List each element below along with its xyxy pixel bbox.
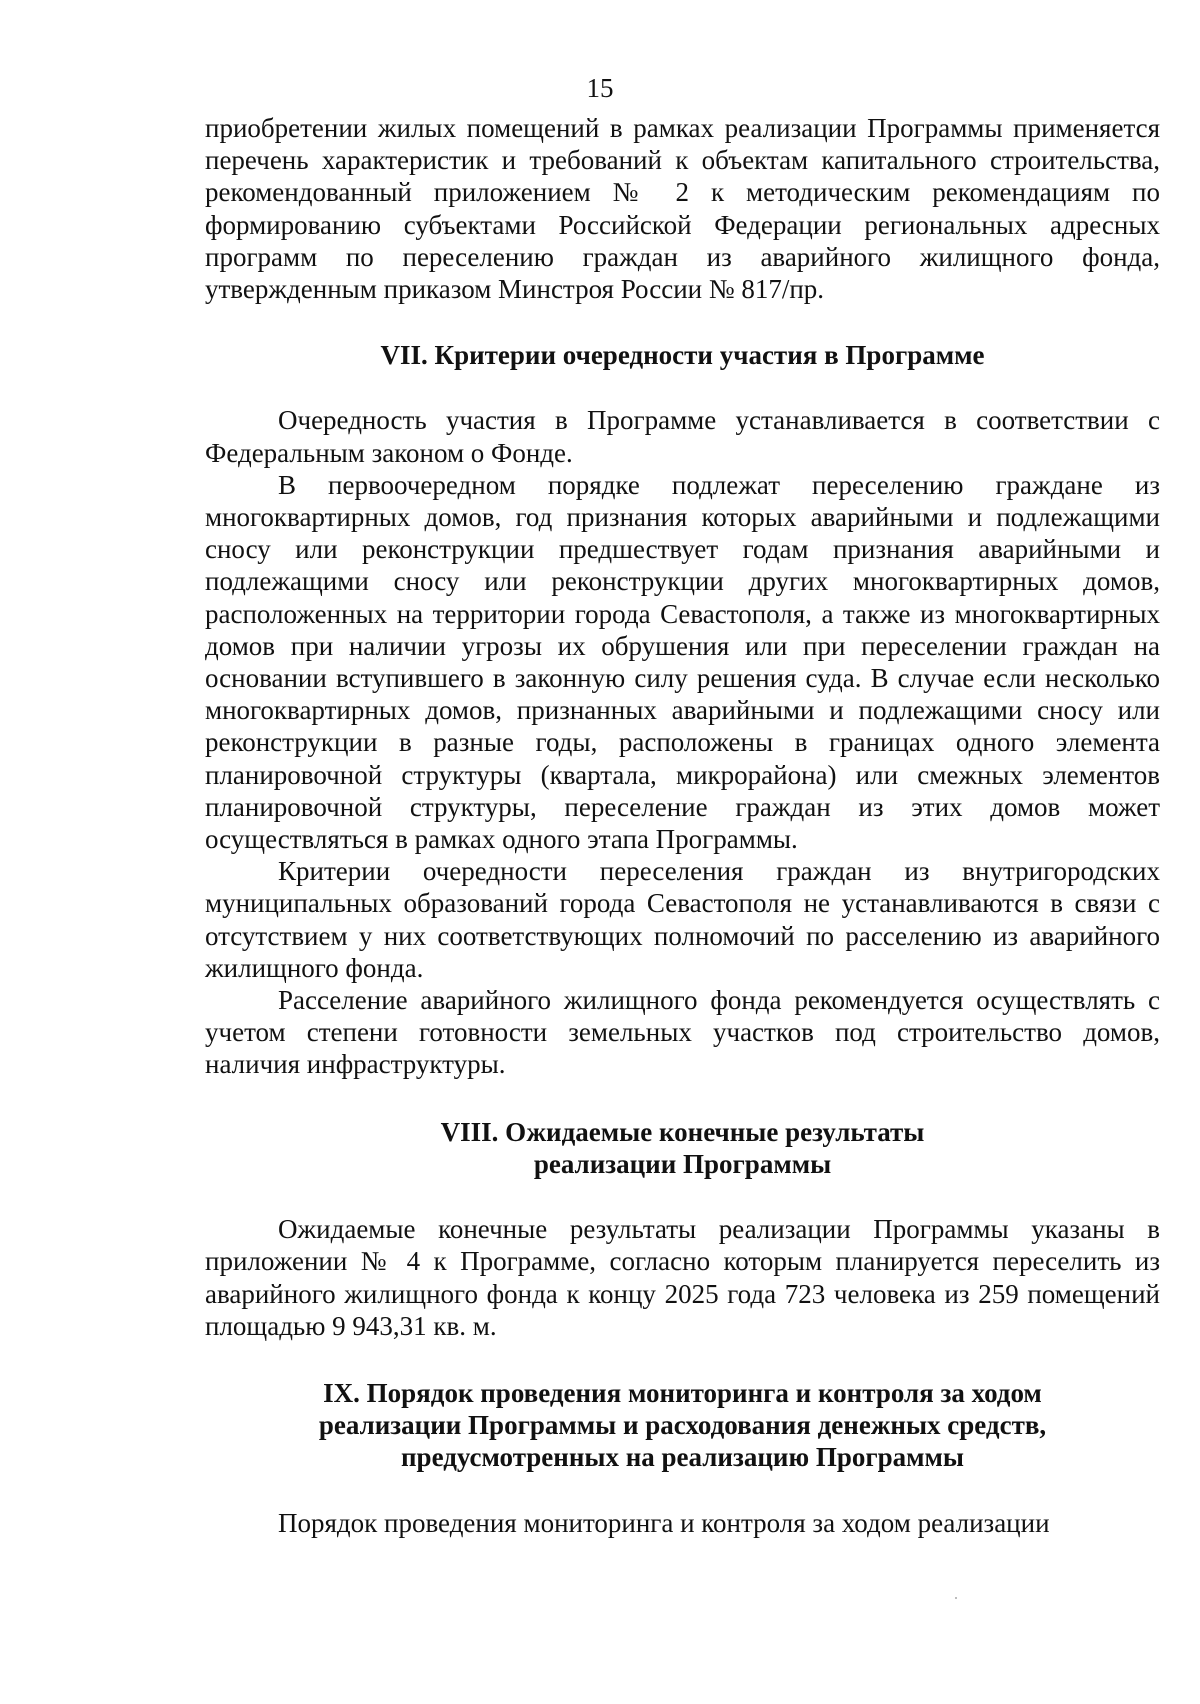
section-vii-paragraph-4: Расселение аварийного жилищного фонда рекомендуется осуществлять с учетом степени готовности земельных участков под строительство домов, наличия инфраструктуры. [205, 985, 1160, 1080]
section-vii-paragraph-3: Критерии очередности переселения граждан из внутригородских муниципальных образований города Севастополя не устанавливаются в связи с отсутствием у них соответствующих полномочий по расселению из аварийного жилищного фонда. [205, 856, 1160, 983]
section-ix-heading-line-2: реализации Программы и расходования денежных средств, [318, 1410, 1047, 1441]
intro-paragraph: приобретении жилых помещений в рамках реализации Программы применяется перечень характеристик и требований к объектам капитального строительства, рекомендованный приложением № 2 к методическим рекомендациям по формированию субъектами Российской Федерации региональных адресных программ по переселению граждан из аварийного жилищного фонда, утвержденным приказом Минстроя России № 817/пр. [205, 113, 1160, 305]
section-vii-paragraph-1: Очередность участия в Программе устанавливается в соответствии с Федеральным законом о Фонде. [205, 405, 1160, 468]
scan-speck [955, 1597, 957, 1599]
section-ix-paragraph: Порядок проведения мониторинга и контроля за ходом реализации [278, 1507, 1050, 1538]
document-body [205, 112, 1160, 1539]
section-vii-heading: VII. Критерии очередности участия в Программе [380, 340, 985, 371]
section-ix-heading [205, 1377, 1160, 1474]
section-vii-paragraph-2: В первоочередном порядке подлежат переселению граждане из многоквартирных домов, год признания которых аварийными и подлежащими сносу или реконструкции предшествует годам признания аварийными и подлежащими сносу или реконструкции других многоквартирных домов, расположенных на территории города Севастополя, а также из многоквартирных домов при наличии угрозы их обрушения или при переселении граждан на основании вступившего в законную силу решения суда. В случае если несколько многоквартирных домов, признанных аварийными и подлежащими сносу или реконструкции в разные годы, расположены в границах одного элемента планировочной структуры (квартала, микрорайона) или смежных элементов планировочной структуры, переселение граждан из этих домов может осуществляться в рамках одного этапа Программы. [205, 469, 1160, 855]
section-viii-heading-line-2: реализации Программы [533, 1148, 832, 1179]
section-viii-paragraph: Ожидаемые конечные результаты реализации Программы указаны в приложении № 4 к Программе, согласно которым планируется переселить из аварийного жилищного фонда к концу 2025 года 723 человека из 259 помещений площадью 9 943,31 кв. м. [205, 1214, 1160, 1341]
section-ix-heading-line-3: предусмотренных на реализацию Программы [401, 1442, 964, 1473]
section-viii-heading-line-1: VIII. Ожидаемые конечные результаты [440, 1116, 925, 1147]
section-viii-heading [205, 1116, 1160, 1180]
section-ix-heading-line-1: IX. Порядок проведения мониторинга и контроля за ходом [323, 1377, 1042, 1408]
page-number: 15 [586, 73, 614, 103]
